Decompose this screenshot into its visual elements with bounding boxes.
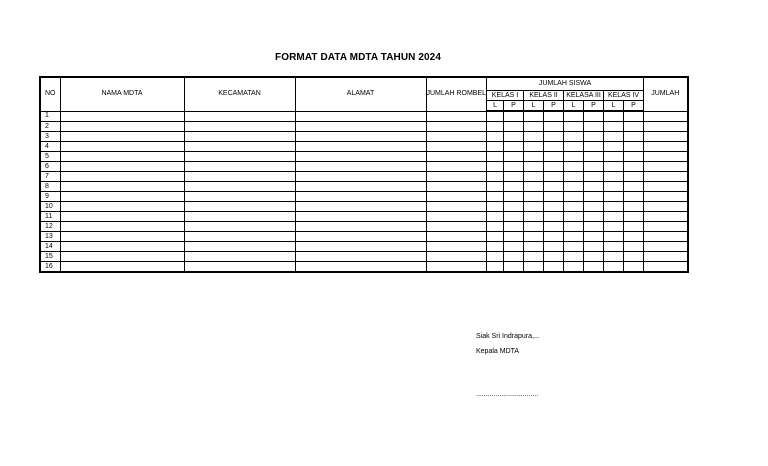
table-cell[interactable] <box>624 172 644 182</box>
table-cell[interactable] <box>544 132 564 142</box>
table-cell[interactable] <box>544 122 564 132</box>
row-number: 9 <box>40 192 60 202</box>
table-cell[interactable] <box>644 182 688 192</box>
table-cell[interactable] <box>564 212 584 222</box>
table-cell[interactable] <box>604 162 624 172</box>
table-cell[interactable] <box>584 132 604 142</box>
table-cell[interactable] <box>60 192 184 202</box>
table-cell[interactable] <box>544 202 564 212</box>
table-cell[interactable] <box>184 132 295 142</box>
table-cell[interactable] <box>487 262 504 273</box>
header-kelas-1: KELAS I <box>487 91 524 101</box>
table-cell[interactable] <box>624 232 644 242</box>
row-number: 10 <box>40 202 60 212</box>
table-cell[interactable] <box>184 182 295 192</box>
table-cell[interactable] <box>644 252 688 262</box>
table-cell[interactable] <box>295 182 426 192</box>
table-cell[interactable] <box>524 222 544 232</box>
table-cell[interactable] <box>584 162 604 172</box>
table-cell[interactable] <box>295 192 426 202</box>
table-cell[interactable] <box>604 202 624 212</box>
table-cell[interactable] <box>604 252 624 262</box>
table-cell[interactable] <box>426 162 487 172</box>
table-cell[interactable] <box>624 252 644 262</box>
table-cell[interactable] <box>487 252 504 262</box>
table-row <box>40 232 688 242</box>
table-row <box>40 142 688 152</box>
table-cell[interactable] <box>504 222 524 232</box>
table-cell[interactable] <box>487 162 504 172</box>
table-cell[interactable] <box>644 202 688 212</box>
table-body <box>40 111 688 272</box>
table-cell[interactable] <box>604 222 624 232</box>
table-cell[interactable] <box>295 122 426 132</box>
table-cell[interactable] <box>60 142 184 152</box>
table-cell[interactable] <box>426 232 487 242</box>
header-kelas-4: KELAS IV <box>604 91 644 101</box>
table-cell[interactable] <box>426 252 487 262</box>
table-cell[interactable] <box>584 252 604 262</box>
table-cell[interactable] <box>295 142 426 152</box>
table-cell[interactable] <box>624 132 644 142</box>
table-cell[interactable] <box>624 162 644 172</box>
table-cell[interactable] <box>426 212 487 222</box>
table-cell[interactable] <box>295 162 426 172</box>
table-cell[interactable] <box>524 212 544 222</box>
header-gender-p: P <box>624 101 644 112</box>
table-cell[interactable] <box>604 152 624 162</box>
header-gender-l: L <box>487 101 504 112</box>
table-cell[interactable] <box>295 252 426 262</box>
table-cell[interactable] <box>504 202 524 212</box>
table-cell[interactable] <box>524 111 544 122</box>
table-cell[interactable] <box>624 222 644 232</box>
table-cell[interactable] <box>524 182 544 192</box>
table-cell[interactable] <box>184 242 295 252</box>
table-cell[interactable] <box>604 172 624 182</box>
table-cell[interactable] <box>60 232 184 242</box>
table-row <box>40 192 688 202</box>
table-cell[interactable] <box>504 192 524 202</box>
signature-place: Siak Sri Indrapura,... <box>476 333 540 340</box>
table-cell[interactable] <box>295 111 426 122</box>
table-cell[interactable] <box>564 232 584 242</box>
table-cell[interactable] <box>60 122 184 132</box>
table-cell[interactable] <box>60 152 184 162</box>
table-cell[interactable] <box>524 162 544 172</box>
table-cell[interactable] <box>487 202 504 212</box>
table-cell[interactable] <box>544 111 564 122</box>
table-row <box>40 172 688 182</box>
row-number: 15 <box>40 252 60 262</box>
table-cell[interactable] <box>426 132 487 142</box>
table-cell[interactable] <box>426 152 487 162</box>
table-cell[interactable] <box>604 242 624 252</box>
table-row <box>40 222 688 232</box>
table-cell[interactable] <box>184 172 295 182</box>
header-jumlah-rombel: JUMLAH ROMBEL <box>426 77 487 111</box>
table-cell[interactable] <box>504 132 524 142</box>
table-cell[interactable] <box>644 111 688 122</box>
header-kelas-2: KELAS II <box>524 91 564 101</box>
table-cell[interactable] <box>624 122 644 132</box>
table-cell[interactable] <box>644 122 688 132</box>
table-cell[interactable] <box>184 252 295 262</box>
row-number: 4 <box>40 142 60 152</box>
table-cell[interactable] <box>604 122 624 132</box>
table-cell[interactable] <box>564 182 584 192</box>
row-number: 5 <box>40 152 60 162</box>
table-cell[interactable] <box>524 132 544 142</box>
table-cell[interactable] <box>584 262 604 273</box>
header-kelas-3: KELASA III <box>564 91 604 101</box>
table-cell[interactable] <box>60 242 184 252</box>
table-cell[interactable] <box>504 242 524 252</box>
row-number: 16 <box>40 262 60 273</box>
header-nama-mdta: NAMA MDTA <box>60 77 184 111</box>
table-cell[interactable] <box>426 192 487 202</box>
table-cell[interactable] <box>544 162 564 172</box>
table-cell[interactable] <box>624 182 644 192</box>
table-cell[interactable] <box>60 202 184 212</box>
table-cell[interactable] <box>624 242 644 252</box>
table-cell[interactable] <box>624 142 644 152</box>
table-cell[interactable] <box>184 192 295 202</box>
table-cell[interactable] <box>295 132 426 142</box>
table-cell[interactable] <box>524 252 544 262</box>
table-cell[interactable] <box>584 152 604 162</box>
row-number: 7 <box>40 172 60 182</box>
table-cell[interactable] <box>60 162 184 172</box>
table-cell[interactable] <box>184 232 295 242</box>
table-cell[interactable] <box>604 111 624 122</box>
table-cell[interactable] <box>644 212 688 222</box>
table-cell[interactable] <box>624 202 644 212</box>
table-cell[interactable] <box>584 242 604 252</box>
header-gender-l: L <box>604 101 624 112</box>
table-cell[interactable] <box>184 222 295 232</box>
table-cell[interactable] <box>60 182 184 192</box>
table-cell[interactable] <box>295 212 426 222</box>
table-cell[interactable] <box>504 262 524 273</box>
table-cell[interactable] <box>544 182 564 192</box>
row-number: 13 <box>40 232 60 242</box>
table-cell[interactable] <box>60 262 184 273</box>
table-cell[interactable] <box>584 192 604 202</box>
table-cell[interactable] <box>426 202 487 212</box>
table-cell[interactable] <box>504 142 524 152</box>
table-cell[interactable] <box>426 222 487 232</box>
table-cell[interactable] <box>604 262 624 273</box>
table-cell[interactable] <box>487 172 504 182</box>
table-row <box>40 132 688 142</box>
table-cell[interactable] <box>644 142 688 152</box>
table-row <box>40 182 688 192</box>
table-cell[interactable] <box>184 122 295 132</box>
header-gender-l: L <box>524 101 544 112</box>
table-cell[interactable] <box>544 152 564 162</box>
table-cell[interactable] <box>604 142 624 152</box>
table-row <box>40 122 688 132</box>
table-cell[interactable] <box>504 152 524 162</box>
table-cell[interactable] <box>295 172 426 182</box>
table-cell[interactable] <box>544 262 564 273</box>
table-cell[interactable] <box>584 142 604 152</box>
table-cell[interactable] <box>295 232 426 242</box>
table-cell[interactable] <box>487 152 504 162</box>
table-cell[interactable] <box>544 232 564 242</box>
table-cell[interactable] <box>524 232 544 242</box>
table-row <box>40 111 688 122</box>
table-cell[interactable] <box>524 142 544 152</box>
table-cell[interactable] <box>60 172 184 182</box>
table-cell[interactable] <box>184 142 295 152</box>
table-cell[interactable] <box>487 111 504 122</box>
table-cell[interactable] <box>426 242 487 252</box>
table-cell[interactable] <box>624 212 644 222</box>
table-cell[interactable] <box>644 192 688 202</box>
table-cell[interactable] <box>564 262 584 273</box>
header-gender-p: P <box>544 101 564 112</box>
table-cell[interactable] <box>504 111 524 122</box>
table-cell[interactable] <box>504 182 524 192</box>
table-cell[interactable] <box>426 122 487 132</box>
table-cell[interactable] <box>624 192 644 202</box>
table-cell[interactable] <box>544 172 564 182</box>
table-cell[interactable] <box>504 172 524 182</box>
header-no: NO <box>40 77 60 111</box>
table-cell[interactable] <box>184 212 295 222</box>
table-cell[interactable] <box>504 232 524 242</box>
table-cell[interactable] <box>544 212 564 222</box>
table-cell[interactable] <box>604 232 624 242</box>
table-cell[interactable] <box>524 122 544 132</box>
row-number: 12 <box>40 222 60 232</box>
table-cell[interactable] <box>564 142 584 152</box>
table-cell[interactable] <box>487 182 504 192</box>
table-cell[interactable] <box>184 111 295 122</box>
table-cell[interactable] <box>644 152 688 162</box>
table-cell[interactable] <box>624 111 644 122</box>
header-kecamatan: KECAMATAN <box>184 77 295 111</box>
table-cell[interactable] <box>624 152 644 162</box>
table-cell[interactable] <box>604 132 624 142</box>
table-row <box>40 152 688 162</box>
header-jumlah-siswa: JUMLAH SISWA <box>487 77 644 91</box>
table-cell[interactable] <box>564 162 584 172</box>
header-alamat: ALAMAT <box>295 77 426 111</box>
table-cell[interactable] <box>295 242 426 252</box>
row-number: 11 <box>40 212 60 222</box>
table-cell[interactable] <box>544 192 564 202</box>
table-cell[interactable] <box>184 202 295 212</box>
row-number: 2 <box>40 122 60 132</box>
table-cell[interactable] <box>584 202 604 212</box>
table-cell[interactable] <box>584 122 604 132</box>
table-row <box>40 212 688 222</box>
table-cell[interactable] <box>644 262 688 273</box>
table-cell[interactable] <box>426 111 487 122</box>
table-cell[interactable] <box>644 172 688 182</box>
table-row <box>40 202 688 212</box>
table-cell[interactable] <box>584 232 604 242</box>
table-cell[interactable] <box>524 172 544 182</box>
table-cell[interactable] <box>60 212 184 222</box>
table-cell[interactable] <box>60 222 184 232</box>
table-cell[interactable] <box>295 202 426 212</box>
table-cell[interactable] <box>60 252 184 262</box>
row-number: 6 <box>40 162 60 172</box>
table-cell[interactable] <box>644 132 688 142</box>
table-cell[interactable] <box>487 222 504 232</box>
table-cell[interactable] <box>426 182 487 192</box>
table-cell[interactable] <box>564 192 584 202</box>
table-cell[interactable] <box>564 132 584 142</box>
table-cell[interactable] <box>584 172 604 182</box>
table-cell[interactable] <box>564 222 584 232</box>
table-cell[interactable] <box>544 252 564 262</box>
row-number: 8 <box>40 182 60 192</box>
table-cell[interactable] <box>604 192 624 202</box>
table-cell[interactable] <box>644 232 688 242</box>
table-cell[interactable] <box>584 182 604 192</box>
table-cell[interactable] <box>604 212 624 222</box>
signature-role: Kepala MDTA <box>476 348 520 355</box>
table-cell[interactable] <box>426 172 487 182</box>
table-row <box>40 162 688 172</box>
table-cell[interactable] <box>544 242 564 252</box>
table-cell[interactable] <box>184 152 295 162</box>
table-row <box>40 242 688 252</box>
table-cell[interactable] <box>60 132 184 142</box>
table-cell[interactable] <box>564 252 584 262</box>
table-row <box>40 252 688 262</box>
table-cell[interactable] <box>644 162 688 172</box>
table-cell[interactable] <box>564 122 584 132</box>
table-cell[interactable] <box>487 242 504 252</box>
table-cell[interactable] <box>564 111 584 122</box>
row-number: 14 <box>40 242 60 252</box>
table-cell[interactable] <box>184 162 295 172</box>
table-cell[interactable] <box>504 212 524 222</box>
table-cell[interactable] <box>426 142 487 152</box>
table-cell[interactable] <box>487 132 504 142</box>
table-cell[interactable] <box>426 262 487 273</box>
row-number: 3 <box>40 132 60 142</box>
header-gender-p: P <box>504 101 524 112</box>
table-cell[interactable] <box>524 242 544 252</box>
table-cell[interactable] <box>295 222 426 232</box>
table-cell[interactable] <box>644 222 688 232</box>
table-cell[interactable] <box>524 192 544 202</box>
table-cell[interactable] <box>504 122 524 132</box>
table-cell[interactable] <box>524 152 544 162</box>
table-cell[interactable] <box>487 232 504 242</box>
signature-line: ................................ <box>476 391 539 398</box>
header-gender-p: P <box>584 101 604 112</box>
table-cell[interactable] <box>487 212 504 222</box>
table-cell[interactable] <box>644 242 688 252</box>
table-cell[interactable] <box>544 142 564 152</box>
table-cell[interactable] <box>295 152 426 162</box>
table-cell[interactable] <box>624 262 644 273</box>
table-cell[interactable] <box>584 111 604 122</box>
table-cell[interactable] <box>544 222 564 232</box>
table-cell[interactable] <box>564 172 584 182</box>
table-cell[interactable] <box>504 252 524 262</box>
table-cell[interactable] <box>524 262 544 273</box>
page-title: FORMAT DATA MDTA TAHUN 2024 <box>274 52 442 63</box>
table-cell[interactable] <box>487 122 504 132</box>
table-row <box>40 262 688 273</box>
table-cell[interactable] <box>564 152 584 162</box>
table-cell[interactable] <box>584 222 604 232</box>
table-cell[interactable] <box>184 262 295 273</box>
table-cell[interactable] <box>487 142 504 152</box>
data-table <box>39 76 689 273</box>
table-cell[interactable] <box>60 111 184 122</box>
row-number: 1 <box>40 111 60 122</box>
header-jumlah: JUMLAH <box>644 77 688 111</box>
table-cell[interactable] <box>604 182 624 192</box>
table-cell[interactable] <box>504 162 524 172</box>
table-cell[interactable] <box>487 192 504 202</box>
table-cell[interactable] <box>584 212 604 222</box>
table-cell[interactable] <box>524 202 544 212</box>
header-gender-l: L <box>564 101 584 112</box>
table-cell[interactable] <box>564 202 584 212</box>
table-cell[interactable] <box>295 262 426 273</box>
table-cell[interactable] <box>564 242 584 252</box>
